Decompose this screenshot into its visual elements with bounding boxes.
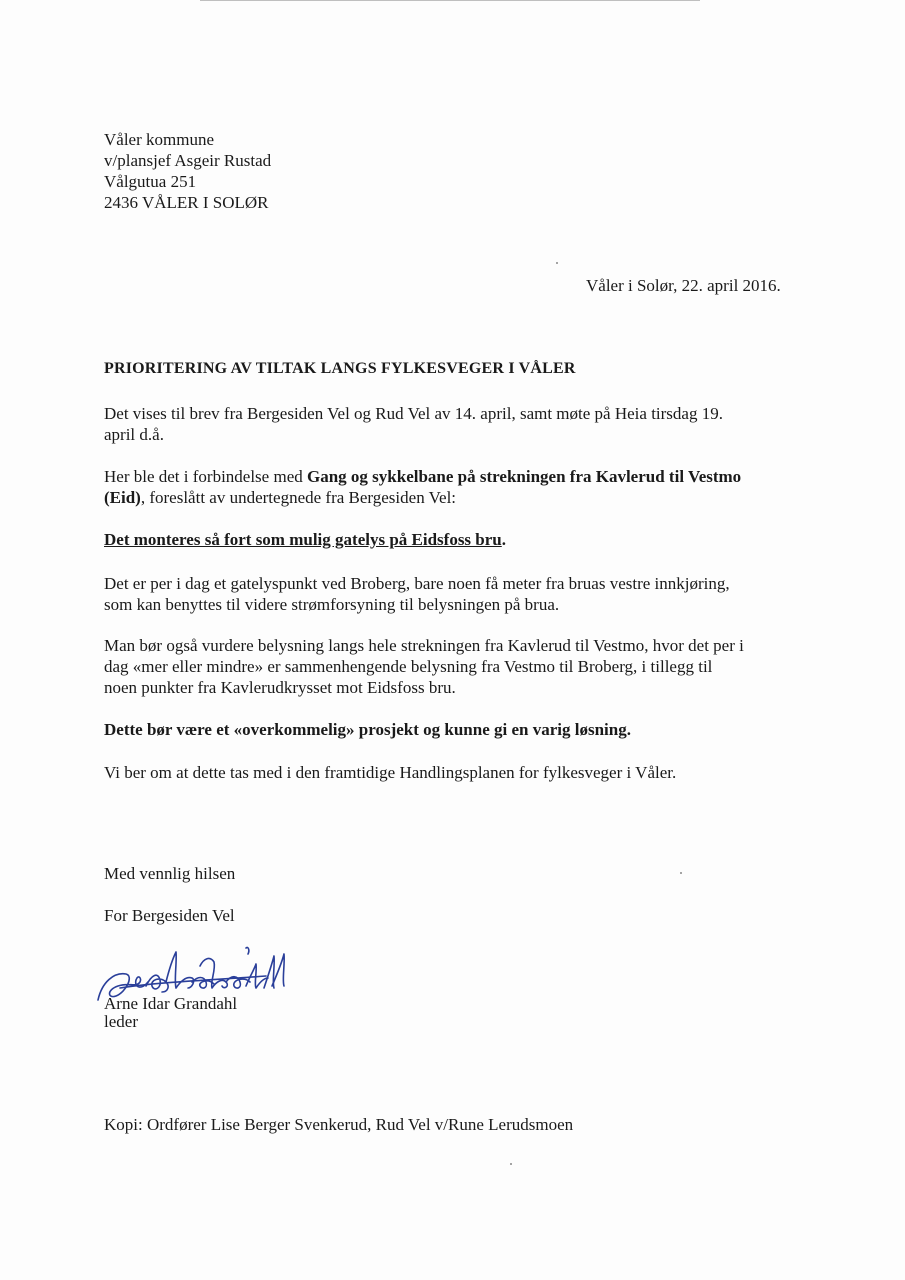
paragraph-proposal <box>104 466 741 508</box>
paragraph-reference <box>104 403 723 445</box>
recipient-line-2: v/plansjef Asgeir Rustad <box>104 151 272 170</box>
paragraph-text: Her ble det i forbindelse med <box>104 467 307 486</box>
signatory-name: Arne Idar Grandahl <box>104 994 238 1013</box>
project-name-bold-cont: (Eid) <box>104 488 141 507</box>
proposal-period: . <box>501 530 507 549</box>
recipient-line-1: Våler kommune <box>104 130 214 149</box>
proposal-statement: Det monteres så fort som mulig gatelys på Eidsfoss bru <box>104 530 502 549</box>
paragraph-emphasis: Dette bør være et «overkommelig» prosjekt og kunne gi en varig løsning. <box>104 720 631 739</box>
copy-recipients: Kopi: Ordfører Lise Berger Svenkerud, Rud Vel v/Rune Lerudsmoen <box>104 1115 574 1134</box>
paragraph-line: Det vises til brev fra Bergesiden Vel og Rud Vel av 14. april, samt møte på Heia tirsdag 19. <box>104 404 723 423</box>
closing-organization: For Bergesiden Vel <box>104 906 235 925</box>
recipient-line-3: Vålgutua 251 <box>104 172 197 191</box>
paragraph-line: Det er per i dag et gatelyspunkt ved Broberg, bare noen få meter fra bruas vestre innkjøring, <box>104 574 730 593</box>
letter-heading: PRIORITERING AV TILTAK LANGS FYLKESVEGER I VÅLER <box>104 360 576 377</box>
paragraph-lighting <box>104 635 744 698</box>
scan-speck <box>556 262 558 264</box>
paragraph-line: noen punkter fra Kavlerudkrysset mot Eidsfoss bru. <box>104 678 456 697</box>
paragraph-request: Vi ber om at dette tas med i den framtidige Handlingsplanen for fylkesveger i Våler. <box>104 763 677 782</box>
paragraph-text: , foreslått av undertegnede fra Bergesiden Vel: <box>140 488 457 507</box>
paragraph-line: Man bør også vurdere belysning langs hele strekningen fra Kavlerud til Vestmo, hvor det per i <box>104 636 744 655</box>
closing-greeting: Med vennlig hilsen <box>104 864 236 883</box>
scan-speck <box>510 1163 512 1165</box>
paragraph-line: april d.å. <box>104 425 164 444</box>
signatory-role: leder <box>104 1012 138 1031</box>
recipient-line-4: 2436 VÅLER I SOLØR <box>104 193 269 212</box>
paragraph-proposal-statement <box>104 529 506 550</box>
scan-edge <box>200 0 700 1</box>
paragraph-line: som kan benyttes til videre strømforsyning til belysningen på brua. <box>104 595 560 614</box>
paragraph-line: dag «mer eller mindre» er sammenhengende belysning fra Vestmo til Broberg, i tillegg til <box>104 657 713 676</box>
recipient-address <box>104 129 271 213</box>
letter-date: Våler i Solør, 22. april 2016. <box>586 276 781 295</box>
project-name-bold: Gang og sykkelbane på strekningen fra Kavlerud til Vestmo <box>307 467 742 486</box>
handwritten-signature <box>96 942 296 1012</box>
scan-speck <box>680 872 682 874</box>
paragraph-streetlight <box>104 573 730 615</box>
